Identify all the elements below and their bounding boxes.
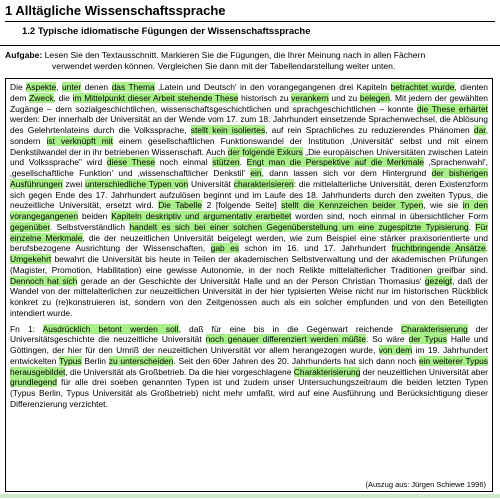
highlighted-phrase: Charakterisierung (293, 366, 361, 377)
text-segment: . (485, 243, 488, 254)
text-segment: , sondern (10, 125, 488, 146)
text-segment: „Die europäischen Universitäten zwischen Latein und Volkssprache" wird (10, 146, 488, 168)
text-excerpt-box (5, 78, 493, 492)
excerpt-paragraph (10, 82, 488, 319)
highlighted-phrase: belegen (359, 92, 390, 103)
text-segment: ‚Latein und Deutsch' in den vorangegangenen drei Kapiteln (154, 82, 391, 92)
text-segment: , die Universität als Großbetrieb. Da die hier vorgeschlagene (65, 366, 294, 377)
highlighted-phrase: verankern (291, 92, 329, 103)
source-citation: (Auszug aus: Jürgen Schiewe 1996) (365, 480, 486, 489)
text-segment: , auf rein Sprachliches zu reduzierendes Phänomen (265, 125, 474, 135)
highlighted-phrase: stellt die Kennzeichen beider Typen (281, 200, 424, 211)
text-segment: , die der neuzeitlichen Universität beigelegt werden, wie zum Beispiel eine stärker praxisorientierte und berufsbezogene Ausrichtung der Wissenschaften, (10, 232, 489, 254)
highlighted-phrase: der bisherigen Ausführungen (10, 168, 488, 189)
text-segment: Die (10, 82, 26, 92)
text-segment: bewahrt die Universität bis heute in Teilen der akademischen Selbstverwaltung und der akademischen Prüfungen (Magister, Promotion, Habilitation) eine gewisse Autonomie, in der noch Relikte mittelalterlicher Traditionen greifbar sind. (10, 254, 488, 275)
highlighted-phrase: Umgekehrt (10, 254, 52, 264)
text-segment: . Mit jedem der gewählten Zugänge – dem sozialgeschichtlichen, wissenschaftsgeschichtlichen und sprachgeschichtlichen – konnte (10, 92, 488, 114)
text-segment: gerade an der Geschichte der Universität Halle und an der Person Christian Thomasius' (77, 275, 425, 286)
task-instructions (5, 50, 495, 72)
text-segment: . Selbstverständlich (49, 221, 130, 232)
text-segment: Halle und Göttingen, der hier für den Umriß der neuzeitlichen Universität vor allem herangezogen wurde, (10, 334, 488, 355)
text-segment: , dienten dem (10, 82, 488, 103)
text-segment: zwei (62, 178, 86, 189)
task-line-2: verwendet werden können. Vergleichen Sie dann mit der Tabellendarstellung weiter unten. (52, 61, 396, 71)
text-segment: einem gesellschaftlichen Funktionswandel der Institution ‚Universität' selbst und mit einem Denkstilwandel der in ihr betriebenen Wissenschaft. Auch (10, 135, 488, 157)
text-segment: , (56, 82, 62, 92)
highlighted-phrase: von dem (378, 345, 413, 355)
text-segment: , wie sie (423, 200, 463, 211)
text-segment: : die mittelalterliche Universität, deren Existenzform sich gegen Ende des 17. Jahrhundert aufzulösen beginnt und im Laufe des 18. Jahrhunderts durch den zweiten Typus, die neuzeitliche Universität, ersetzt wird. (10, 178, 488, 211)
highlighted-phrase: unterschiedliche Typen von (85, 178, 189, 189)
text-segment: , daß für eine bis in die Gegenwart reichende (178, 323, 402, 334)
text-segment: Berlin (81, 355, 109, 366)
highlighted-phrase: gegenüber (10, 221, 50, 232)
highlighted-phrase: charakterisieren (233, 178, 294, 189)
highlighted-phrase: betrachtet wurde (390, 82, 455, 92)
text-segment: beiden (78, 211, 112, 221)
highlighted-phrase: fruchtbringende Ansätze (391, 243, 486, 254)
text-segment: Fn 1: (10, 323, 43, 334)
text-segment: für alle drei soeben genannten Typen ist und zudem unser Untersuchungszeitraum die beiden letzten Typen (Typus Berlin, Typus Universität als Großbetrieb) nicht mehr umfaßt, wird auf eine Ausführung und Berücksichtigung dieser Differenzierung verzichtet. (10, 377, 488, 409)
highlighted-phrase: noch genauer differenziert werden müßte (205, 334, 366, 345)
highlighted-phrase: unter (61, 82, 82, 92)
highlighted-phrase: ist verknüpft mit (46, 135, 113, 146)
highlighted-phrase: Die Tabelle (158, 200, 203, 211)
text-segment: noch einmal (155, 157, 213, 168)
task-line-1: Lesen Sie den Textausschnitt. Markieren Sie die Fügungen, die Ihrer Meinung nach in allen Fächern (44, 50, 426, 60)
text-segment: schon im 16. und 17. Jahrhundert (239, 243, 392, 254)
text-segment: denen (81, 82, 112, 92)
highlighted-phrase: zu unterscheiden (108, 355, 174, 366)
text-segment: worden sind, noch einmal in übersichtlicher Form (291, 211, 488, 221)
task-label: Aufgabe: (5, 50, 43, 60)
highlighted-phrase: ein (250, 168, 262, 178)
text-segment: ‚Sprachenwahl', ‚gesellschaftliche Funktion' und ‚wissenschaftlicher Denkstil' (10, 157, 488, 178)
highlighted-phrase: ein weiterer Typus herausgebildet (10, 355, 488, 377)
highlighted-phrase: diese These (106, 157, 156, 168)
highlighted-phrase: gab es (210, 243, 240, 254)
text-segment: im 19. Jahrhundert entwickelten (10, 345, 488, 366)
page-title: 1 Alltägliche Wissenschaftssprache (5, 3, 495, 22)
highlighted-phrase: gezeigt (424, 275, 453, 286)
highlighted-phrase: Aspekte (25, 82, 57, 92)
highlighted-phrase: Kapiteln deskriptiv und argumentativ erarbeitet (111, 211, 292, 221)
text-segment: der neuzeitlichen Universität aber (360, 366, 488, 377)
text-segment: . So wäre (365, 334, 409, 345)
highlighted-phrase: der folgende Exkurs (227, 146, 303, 157)
text-segment: historisch zu (238, 92, 292, 103)
text-segment: der Universitätsgeschichte die neuzeitliche Universität (10, 323, 488, 345)
text-segment: . Seit den 60er Jahren des 20. Jahrhunderts hat sich dann noch (173, 355, 419, 366)
highlighted-phrase: Zweck (29, 92, 54, 103)
highlighted-phrase: der Typus (408, 334, 447, 345)
text-segment: und zu (328, 92, 360, 103)
highlighted-phrase: grundlegend (10, 377, 57, 388)
highlighted-phrase: im Mittelpunkt dieser Arbeit stehende These (72, 92, 239, 103)
highlighted-phrase: stellt kein isoliertes (190, 125, 266, 135)
highlighted-phrase: Dennoch hat sich (10, 275, 78, 286)
footnote-paragraph (10, 324, 488, 410)
highlighted-phrase: handelt es sich bei einer solchen Gegenüberstellung um eine zugespitzte Typisierung (129, 221, 469, 232)
highlighted-phrase: Ausdrücklich betont werden soll (42, 323, 179, 334)
highlighted-phrase: dar (473, 125, 486, 135)
text-segment: . (239, 157, 247, 168)
section-subtitle: 1.2 Typische idiomatische Fügungen der Wissenschaftssprache (22, 26, 311, 37)
highlighted-phrase: Charakterisierung (401, 323, 468, 334)
text-segment: , dann lassen sich vor dem Hintergrund (261, 168, 432, 178)
text-segment: . (468, 221, 476, 232)
bottom-band (0, 494, 500, 498)
highlighted-phrase: in den vorangegangenen (10, 200, 488, 221)
highlighted-phrase: stützen (212, 157, 240, 168)
text-segment: werden: Der innerhalb der Universität an der Wende vom 17. zum 18. Jahrhundert einsetzende Sprachenwechsel, die Ablösung des Gelehrtenlateins durch die Volkssprache, (10, 114, 488, 135)
highlighted-phrase: die These erhärtet (416, 103, 488, 114)
text-segment: , die (53, 92, 73, 103)
highlighted-phrase: das Thema (111, 82, 155, 92)
divider (0, 45, 500, 46)
text-segment: , daß der Wandel von der mittelalterlichen zur neuzeitlichen Universität in der hier typisierten Weise nicht nur im historischen Rückblick konkret zu (re)konstruieren ist, sondern von den Zeitgenossen auch als ein solcher empfunden und von den Beteiligten intendiert wurde. (10, 275, 488, 318)
text-segment: Universität (188, 178, 234, 189)
text-segment: 2 [folgende Seite] (202, 200, 282, 211)
highlighted-phrase: Für einzelne Merkmale (10, 221, 488, 243)
highlighted-phrase: Typus (59, 355, 82, 366)
highlighted-phrase: Engt man die Perspektive auf die Merkmale (246, 157, 424, 168)
